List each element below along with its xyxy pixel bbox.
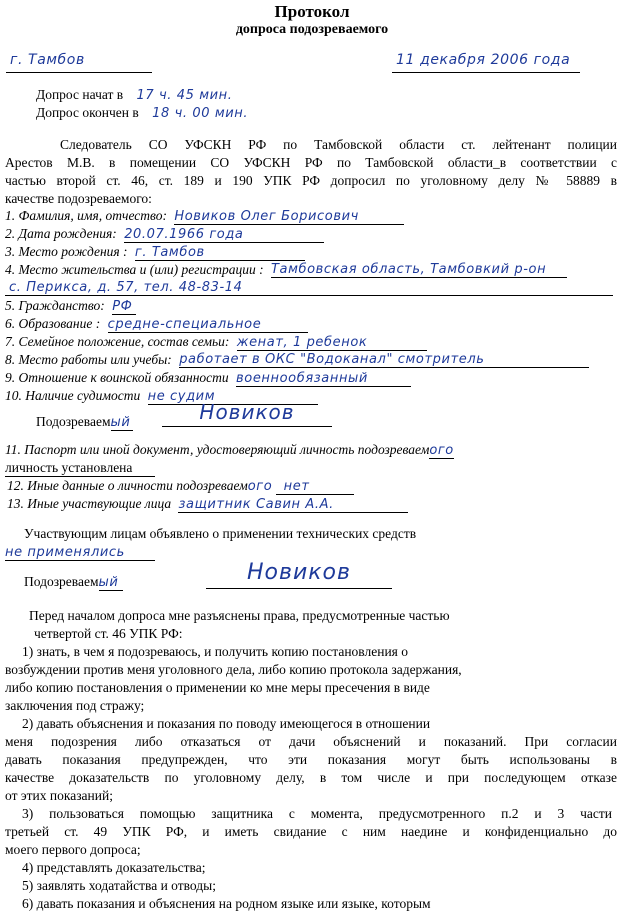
field-label: 10. Наличие судимости	[5, 388, 141, 403]
intro-line-2: Арестов М.В. в помещении СО УФСКН РФ по Тамбовской области_в соответствии с	[5, 155, 617, 170]
field-birth-place	[5, 244, 305, 261]
signature-line-2	[206, 560, 392, 589]
signature-scribble: Новиков	[247, 560, 351, 585]
field-residence-continued	[5, 280, 613, 296]
rights-line: давать показания предупрежден, что эти показания могут быть использованы в	[5, 752, 617, 767]
field-value: г. Тамбов	[135, 245, 305, 261]
end-time-value: 18 ч. 00 мин.	[152, 106, 249, 121]
rights-line: 4) представлять доказательства;	[22, 860, 206, 875]
intro-line-1: Следователь СО УФСКН РФ по Тамбовской области ст. лейтенант полиции	[60, 137, 617, 152]
field-label: 1. Фамилия, имя, отчество:	[5, 208, 167, 223]
field-birth-date	[5, 226, 324, 243]
document-title: Протокол	[274, 2, 350, 21]
rights-line: либо копию постановления о применении ко мне меры пресечения в виде	[5, 680, 430, 695]
field-label: 9. Отношение к воинской обязанности	[5, 370, 229, 385]
field-value: военнообязанный	[236, 371, 411, 387]
rights-line: Перед началом допроса мне разъяснены права, предусмотренные частью	[29, 608, 450, 623]
signature-suffix: ый	[99, 575, 123, 591]
suspect-signature-2	[24, 574, 123, 591]
rights-line: качестве доказательств по уголовному делу, в том числе и при последующем отказе	[5, 770, 617, 785]
field-label: 6. Образование :	[5, 316, 101, 331]
technical-means-value: не применялись	[5, 545, 125, 560]
signature-scribble: Новиков	[199, 400, 295, 424]
date-value: 11 декабря 2006 года	[396, 52, 571, 68]
passport-label: 11. Паспорт или иной документ, удостоверяющий личность подозреваем	[5, 442, 430, 457]
date-field	[392, 52, 580, 73]
end-time-label: Допрос окончен в	[36, 105, 139, 120]
signature-suffix: ый	[111, 415, 133, 431]
item-11-passport	[5, 442, 617, 458]
item-13-label: 13. Иные участвующие лица	[7, 496, 172, 511]
city-value: г. Тамбов	[10, 52, 85, 68]
field-value: женат, 1 ребенок	[237, 335, 427, 351]
field-label: 2. Дата рождения:	[5, 226, 117, 241]
start-time-value: 17 ч. 45 мин.	[136, 88, 233, 103]
field-citizenship	[5, 298, 136, 315]
rights-line: 2) давать объяснения и показания по поводу имеющегося в отношении	[22, 716, 431, 731]
field-military	[5, 370, 411, 387]
field-label: 5. Гражданство:	[5, 298, 105, 313]
start-time-label: Допрос начат в	[36, 87, 124, 102]
field-label: 7. Семейное положение, состав семьи:	[5, 334, 230, 349]
signature-label: Подозреваем	[24, 574, 99, 589]
rights-line: 3) пользоваться помощью защитника с момента, предусмотренного п.2 и 3 части	[22, 806, 612, 821]
field-workplace	[5, 352, 589, 368]
technical-means-label: Участвующим лицам объявлено о применении технических средств	[24, 526, 417, 541]
item-13-participants	[7, 496, 408, 513]
rights-line: третьей ст. 49 УПК РФ, и иметь свидание с ним наедине и конфиденциально до	[5, 824, 617, 839]
signature-line-1	[162, 400, 332, 427]
start-time-row	[36, 87, 233, 103]
field-education	[5, 316, 308, 333]
item-12-value: нет	[276, 479, 354, 495]
intro-line-3: частью второй ст. 46, ст. 189 и 190 УПК РФ допросил по уголовному делу № 58889 в	[5, 173, 617, 188]
field-label: 8. Место работы или учебы:	[5, 352, 172, 367]
field-residence	[5, 262, 567, 278]
suspect-signature-1	[36, 414, 133, 431]
rights-line: 6) давать показания и объяснения на родном языке или языке, которым	[22, 896, 431, 911]
rights-line: заключения под стражу;	[5, 698, 145, 713]
item-13-value: защитник Савин А.А.	[178, 497, 408, 513]
item-12-label: 12. Иные данные о личности подозреваем	[7, 478, 248, 493]
field-label: 4. Место жительства и (или) регистрации :	[5, 262, 264, 277]
city-field	[6, 52, 152, 73]
field-value: с. Перикса, д. 57, тел. 48-83-14	[5, 280, 613, 296]
rights-line: моего первого допроса;	[5, 842, 141, 857]
rights-line: четвертой ст. 46 УПК РФ:	[34, 626, 183, 641]
field-value: Новиков Олег Борисович	[174, 209, 404, 225]
item-11-result: личность установлена	[5, 460, 155, 477]
technical-means-value-field	[5, 544, 155, 561]
field-full-name	[5, 208, 404, 225]
field-family	[5, 334, 427, 351]
item-12-suffix: ого	[247, 479, 273, 494]
rights-line: от этих показаний;	[5, 788, 113, 803]
field-value: РФ	[112, 299, 136, 315]
field-label: 3. Место рождения :	[5, 244, 128, 259]
document-subtitle: допроса подозреваемого	[235, 22, 389, 37]
rights-line: меня подозрения либо отказаться от дачи объяснений и показаний. При согласии	[5, 734, 617, 749]
signature-label: Подозреваем	[36, 414, 111, 429]
rights-line: возбуждении против меня уголовного дела, либо копию протокола задержания,	[5, 662, 462, 677]
field-value: средне-специальное	[108, 317, 308, 333]
end-time-row	[36, 105, 248, 121]
field-value: Тамбовская область, Тамбовкий р-он	[271, 262, 567, 278]
field-value: 20.07.1966 года	[124, 227, 324, 243]
intro-line-4: качестве подозреваемого:	[5, 191, 152, 206]
field-value: не судим	[148, 389, 318, 405]
rights-line: 5) заявлять ходатайства и отводы;	[22, 878, 216, 893]
rights-line: 1) знать, в чем я подозреваюсь, и получить копию постановления о	[22, 644, 409, 659]
field-value: работает в ОКС "Водоканал" смотритель	[179, 352, 589, 368]
item-12-other-data	[7, 478, 354, 495]
passport-suffix: ого	[429, 443, 454, 458]
